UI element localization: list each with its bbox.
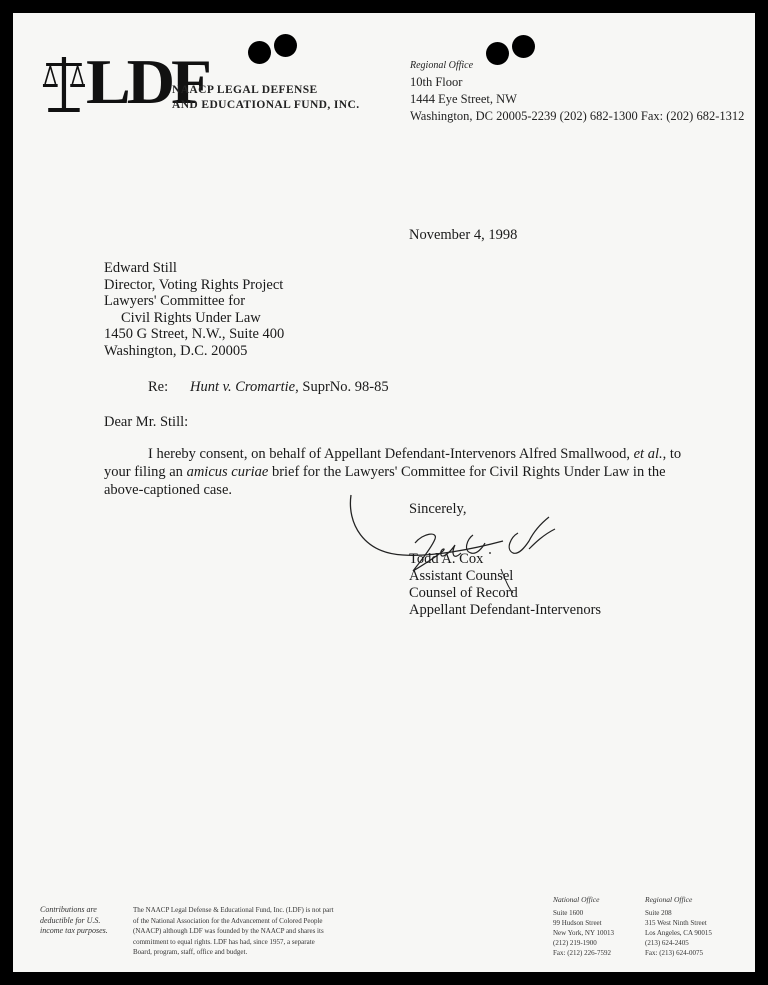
re-case-name: Hunt v. Cromartie	[190, 379, 296, 395]
closing: Sincerely,	[409, 501, 467, 517]
footer-regional-line5: Fax: (213) 624-0075	[645, 949, 703, 957]
salutation: Dear Mr. Still:	[104, 414, 189, 430]
national-office-line1: Suite 1600	[553, 909, 584, 917]
punch-hole-right-b	[512, 35, 535, 58]
footer-contributions-note	[40, 905, 108, 937]
signature-block	[409, 551, 601, 619]
about-line2: of the National Association for the Advancement of Colored People	[133, 916, 323, 925]
recipient-title: Director, Voting Rights Project	[104, 276, 284, 293]
footer-about-ldf	[133, 905, 383, 958]
footer-regional-line2: 315 West Ninth Street	[645, 919, 707, 927]
signer-name: Todd A. Cox	[409, 551, 484, 567]
signer-title2: Counsel of Record	[409, 585, 518, 601]
footer-regional-line4: (213) 624-2405	[645, 939, 689, 947]
regional-office-line1: 10th Floor	[410, 75, 463, 89]
about-line4: commitment to equal rights. LDF has had, since 1957, a separate	[133, 937, 315, 946]
recipient-org-line1: Lawyers' Committee for	[104, 293, 246, 309]
re-case-number: , SuprNo. 98-85	[295, 379, 389, 395]
footer-regional-line1: Suite 208	[645, 909, 672, 917]
org-name-line1: NAACP LEGAL DEFENSE	[172, 84, 318, 96]
body-part2: , to your filing an	[104, 446, 682, 480]
national-office-line4: (212) 219-1900	[553, 939, 597, 947]
re-label: Re:	[148, 379, 169, 395]
recipient-street: 1450 G Street, N.W., Suite 400	[104, 326, 285, 342]
about-line3: (NAACP) although LDF was founded by the NAACP and shares its	[133, 927, 324, 935]
about-line5: Board, program, staff, office and budget.	[133, 948, 248, 956]
national-office-line2: 99 Hudson Street	[553, 919, 602, 927]
re-line	[148, 379, 389, 396]
regional-office-title: Regional Office	[410, 60, 474, 71]
logo-text: LDF	[86, 46, 208, 117]
body-part1: I hereby consent, on behalf of Appellant Defendant-Intervenors Alfred Smallwood,	[148, 446, 634, 462]
national-office-line5: Fax: (212) 226-7592	[553, 949, 611, 957]
recipient-city: Washington, D.C. 20005	[104, 342, 248, 359]
contrib-line3: income tax purposes.	[40, 926, 108, 935]
regional-office-line3: Washington, DC 20005-2239 (202) 682-1300 Fax: (202) 682-1312	[410, 109, 745, 123]
national-office-line3: New York, NY 10013	[553, 929, 614, 937]
footer-regional-line3: Los Angeles, CA 90015	[645, 929, 712, 937]
punch-hole-left-a	[248, 41, 271, 64]
body-et-al: et al.	[633, 446, 663, 462]
letter-date: November 4, 1998	[409, 227, 518, 243]
scales-of-justice-icon	[42, 51, 86, 113]
footer-regional-title: Regional Office	[645, 895, 693, 904]
signer-title3: Appellant Defendant-Intervenors	[409, 602, 602, 618]
punch-hole-left-b	[274, 34, 297, 57]
organization-name	[172, 83, 360, 113]
recipient-org-line2: Civil Rights Under Law	[121, 309, 261, 326]
org-name-line2: AND EDUCATIONAL FUND, INC.	[172, 99, 360, 111]
recipient-address	[104, 260, 284, 359]
recipient-name: Edward Still	[104, 260, 177, 276]
contrib-line2: deductible for U.S.	[40, 915, 101, 925]
signer-title1: Assistant Counsel	[409, 568, 514, 584]
national-office-title: National Office	[553, 895, 600, 904]
footer-national-office	[553, 895, 614, 958]
footer-regional-office	[645, 895, 712, 958]
body-part3: brief for the Lawyers' Committee for Civil Rights Under Law in the above-captioned case.	[104, 464, 666, 498]
regional-office-header	[410, 57, 744, 125]
contrib-line1: Contributions are	[40, 905, 97, 914]
letter-body	[104, 445, 704, 499]
about-line1: The NAACP Legal Defense & Educational Fund, Inc. (LDF) is not part	[133, 906, 334, 914]
letter-page	[13, 13, 755, 972]
body-amicus: amicus curiae	[186, 464, 269, 480]
regional-office-line2: 1444 Eye Street, NW	[410, 92, 517, 106]
